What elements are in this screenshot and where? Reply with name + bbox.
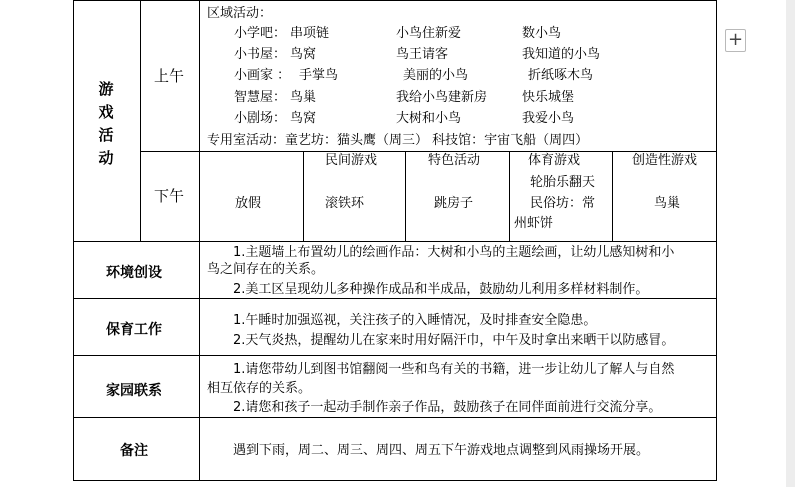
activity-b: 我给小鸟建新房 <box>396 90 488 105</box>
afternoon-label: 下午 <box>154 187 185 205</box>
area-name: 小学吧： <box>234 26 287 41</box>
activity-c: 我知道的小鸟 <box>522 47 601 62</box>
activity-a: 串项链 <box>290 26 330 41</box>
area-name: 小书屋： <box>234 47 287 62</box>
side-scroll-area <box>786 0 795 487</box>
care-label: 保育工作 <box>106 322 162 338</box>
environment-line2: 鸟之间存在的关系。 <box>207 262 325 277</box>
divider-games-env <box>73 241 717 242</box>
area-activity-title: 区域活动： <box>207 6 273 21</box>
border-bottom <box>73 480 717 481</box>
afternoon-col3-value: 跳房子 <box>434 196 474 211</box>
home-line3: 2.请您和孩子一起动手制作亲子作品，鼓励孩子在同伴面前进行交流分享。 <box>233 400 662 415</box>
environment-line3: 2.美工区呈现幼儿多种操作成品和半成品，鼓励幼儿利用多样材料制作。 <box>233 282 649 297</box>
activity-b: 美丽的小鸟 <box>403 68 469 83</box>
divider-afternoon-1 <box>303 151 304 241</box>
environment-label: 环境创设 <box>106 265 162 281</box>
divider-subcol <box>140 0 141 241</box>
home-line2: 相互依存的关系。 <box>207 381 312 396</box>
area-name: 小剧场： <box>234 111 287 126</box>
activity-b: 小鸟住新爱 <box>396 26 462 41</box>
divider-afternoon-2 <box>405 151 406 241</box>
home-line1: 1.请您带幼儿到图书馆翻阅一些和鸟有关的书籍，进一步让幼儿了解人与自然 <box>233 362 675 377</box>
afternoon-col3-header: 特色活动 <box>428 153 481 168</box>
afternoon-col2-header: 民间游戏 <box>325 153 378 168</box>
afternoon-col2-value: 滚铁环 <box>325 196 365 211</box>
remarks-text: 遇到下雨，周二、周三、周四、周五下午游戏地点调整到风雨操场开展。 <box>233 443 650 458</box>
afternoon-col4-header: 体育游戏 <box>528 153 581 168</box>
divider-env-care <box>73 298 717 299</box>
divider-afternoon-3 <box>509 151 510 241</box>
area-name: 智慧屋： <box>234 90 287 105</box>
divider-afternoon-4 <box>612 151 613 241</box>
afternoon-col5-value: 鸟巢 <box>654 196 681 211</box>
activity-c: 我爱小鸟 <box>522 111 575 126</box>
activity-c: 折纸啄木鸟 <box>528 68 594 83</box>
divider-care-home <box>73 355 717 356</box>
care-line1: 1.午睡时加强巡视，关注孩子的入睡情况，及时排查安全隐患。 <box>233 313 597 328</box>
activity-b: 鸟王请客 <box>396 47 449 62</box>
activity-a: 鸟窝 <box>290 111 317 126</box>
afternoon-col1-value: 放假 <box>235 196 262 211</box>
activity-a: 鸟巢 <box>290 90 317 105</box>
activity-c: 快乐城堡 <box>522 90 575 105</box>
divider-morning-afternoon <box>140 151 717 152</box>
special-room-activity: 专用室活动：童艺坊：猫头鹰（周三） 科技馆：宇宙飞船（周四） <box>207 133 589 148</box>
add-button[interactable]: + <box>725 29 746 52</box>
activity-a: 手掌鸟 <box>299 68 339 83</box>
morning-label: 上午 <box>154 67 185 85</box>
environment-line1: 1.主题墙上布置幼儿的绘画作品：大树和小鸟的主题绘画，让幼儿感知树和小 <box>233 245 675 260</box>
divider-home-remarks <box>73 417 717 418</box>
home-contact-label: 家园联系 <box>106 383 162 399</box>
afternoon-col5-header: 创造性游戏 <box>632 153 698 168</box>
afternoon-col4-line1: 轮胎乐翻天 <box>530 175 596 190</box>
remarks-label: 备注 <box>120 443 148 459</box>
activity-b: 大树和小鸟 <box>396 111 462 126</box>
border-top <box>73 0 717 1</box>
afternoon-col4-line2: 民俗坊：常 <box>530 196 596 211</box>
area-name: 小画家 ： <box>234 68 291 83</box>
activity-c: 数小鸟 <box>522 26 562 41</box>
activity-a: 鸟窝 <box>290 47 317 62</box>
afternoon-col4-line3: 州虾饼 <box>514 216 554 231</box>
care-line2: 2.天气炎热，提醒幼儿在家来时用好隔汗巾，中午及时拿出来晒干以防感冒。 <box>233 333 675 348</box>
